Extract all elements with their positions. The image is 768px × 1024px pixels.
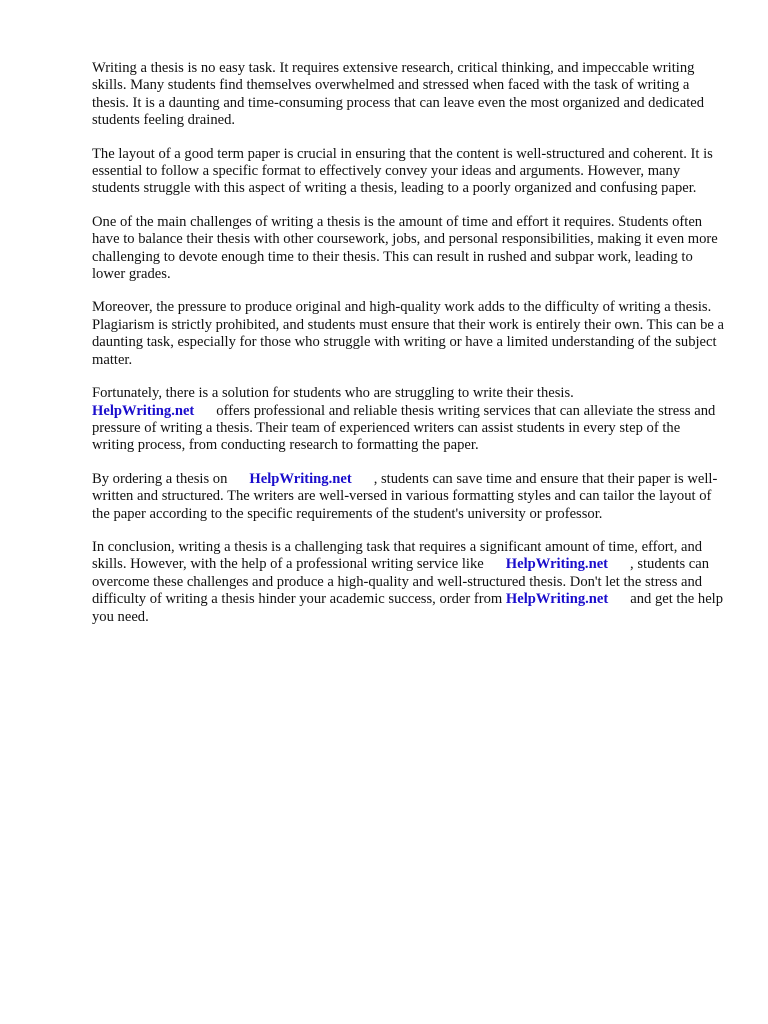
conclusion-text-mid: , students can overcome these challenges and produce a high-quality and well-structured thesis. Don't let the stress and difficulty of writing a thesis hinder your academic success, order from <box>92 556 710 608</box>
paragraph-conclusion <box>92 539 724 626</box>
document-page <box>92 60 724 642</box>
solution-text-before: Fortunately, there is a solution for students who are struggling to write their thesis. <box>92 385 574 402</box>
helpwriting-link[interactable]: HelpWriting.net <box>92 402 195 419</box>
conclusion-text-before: In conclusion, writing a thesis is a challenging task that requires a significant amount of time, effort, and skills. However, with the help of a professional writing service like <box>92 538 703 573</box>
paragraph-ordering <box>92 471 724 523</box>
paragraph-pressure: Moreover, the pressure to produce original and high-quality work adds to the difficulty of writing a thesis. Plagiarism is strictly prohibited, and students must ensure that their work is entirely their own. This can be a daunting task, especially for those who struggle with writing or have a limited understanding of the subject matter. <box>92 299 725 368</box>
ordering-text-after: , students can save time and ensure that their paper is well-written and structured. The writers are well-versed in various formatting styles and can tailor the layout of the paper according to the specific requirements of the student's university or professor. <box>92 470 718 522</box>
helpwriting-link[interactable]: HelpWriting.net <box>249 470 352 487</box>
helpwriting-link[interactable]: HelpWriting.net <box>505 556 609 573</box>
solution-text-after: offers professional and reliable thesis writing services that can alleviate the stress and pressure of writing a thesis. Their team of experienced writers can assist students in every step of the writing process, from conducting research to formatting the paper. <box>92 402 716 454</box>
paragraph-challenges: One of the main challenges of writing a thesis is the amount of time and effort it requires. Students often have to balance their thesis with other coursework, jobs, and personal responsibilities, making it even more challenging to devote enough time to their thesis. This can result in rushed and subpar work, leading to lower grades. <box>92 213 718 283</box>
ordering-text-before: By ordering a thesis on <box>92 470 228 487</box>
conclusion-text-after: and get the help you need. <box>92 591 724 625</box>
paragraph-intro: Writing a thesis is no easy task. It requires extensive research, critical thinking, and impeccable writing skills. Many students find themselves overwhelmed and stressed when faced with the task of writing a thesis. It is a daunting and time-consuming process that can leave even the most organized and dedicated students feeling drained. <box>92 60 705 129</box>
helpwriting-link[interactable]: HelpWriting.net <box>505 591 609 608</box>
paragraph-layout: The layout of a good term paper is crucial in ensuring that the content is well-structured and coherent. It is essential to follow a specific format to effectively convey your ideas and arguments. However, many students struggle with this aspect of writing a thesis, leading to a poorly organized and confusing paper. <box>92 145 713 197</box>
paragraph-solution <box>92 385 724 455</box>
